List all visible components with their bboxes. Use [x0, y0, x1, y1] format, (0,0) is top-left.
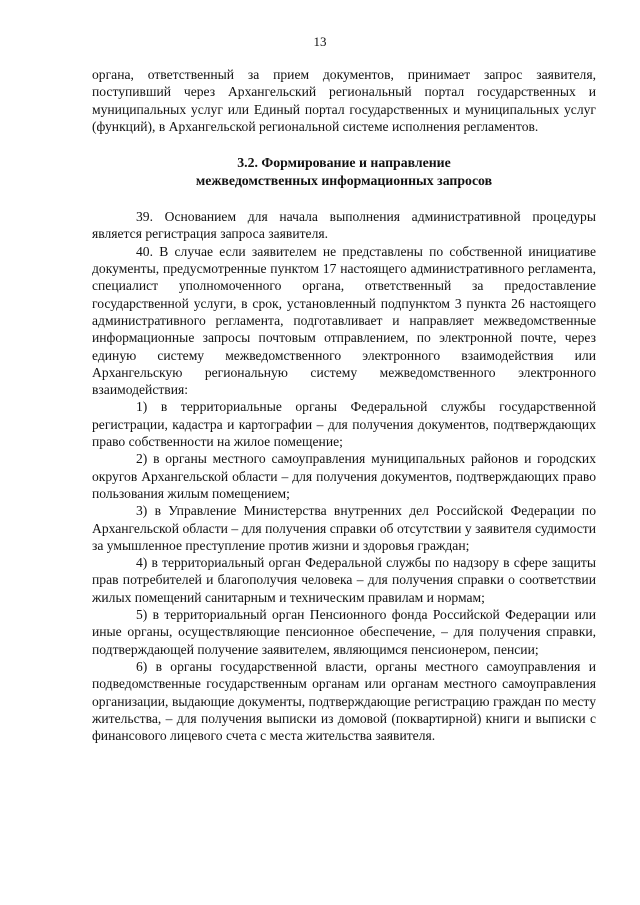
page-number: 13: [313, 34, 327, 49]
list-item-1: 1) в территориальные органы Федеральной службы государственной регистрации, кадастра и картографии – для получения документов, подтверждающих право собственности на жилое помещение;: [92, 399, 596, 450]
list-item-3: 3) в Управление Министерства внутренних дел Российской Федерации по Архангельской области – для получения справки об отсутствии у заявителя судимости за умышленное преступление против жизни и здоровья граждан;: [92, 503, 596, 553]
list-item-6: 6) в органы государственной власти, органы местного самоуправления и подведомственные государственным органам или органам местного самоуправления организации, выдающие документы, подтверждающие регистрацию граждан по месту жительства, – для получения выписки из домовой (поквартирной) книги и выписки с финансового лицевого счета с места жительства заявителя.: [92, 658, 596, 744]
list-item-5: 5) в территориальный орган Пенсионного фонда Российской Федерации или иные органы, осуществляющие пенсионное обеспечение, – для получения справки, подтверждающей получение заявителем, являющимся пенсионером, пенсии;: [92, 607, 596, 657]
document-body: [92, 66, 596, 744]
paragraph-39: 39. Основанием для начала выполнения административной процедуры является регистрация запроса заявителя.: [92, 209, 596, 242]
paragraph-40: 40. В случае если заявителем не представлены по собственной инициативе документы, предусмотренные пунктом 17 настоящего административного регламента, специалист уполномоченного органа, ответственный за предоставление государственной услуги, в срок, установленный подпунктом 3 пункта 26 настоящего административного регламента, подготавливает и направляет межведомственные информационные запросы почтовым отправлением, по электронной почте, через единую систему межведомственного электронного взаимодействия или Архангельскую региональную систему межведомственного электронного взаимодействия:: [92, 243, 596, 398]
list-item-4: 4) в территориальный орган Федеральной службы по надзору в сфере защиты прав потребителей и благополучия человека – для получения справки о соответствии жилых помещений санитарным и техническим правилам и нормам;: [92, 555, 596, 605]
continuation-paragraph: органа, ответственный за прием документов, принимает запрос заявителя, поступивший через Архангельский региональный портал государственных и муниципальных услуг или Единый портал государственных и муниципальных услуг (функций), в Архангельской региональной системе исполнения регламентов.: [92, 67, 596, 134]
section-heading: [92, 154, 596, 189]
section-heading-line-1: 3.2. Формирование и направление: [237, 155, 451, 171]
list-item-2: 2) в органы местного самоуправления муниципальных районов и городских округов Архангельской области – для получения документов, подтверждающих право пользования жилым помещением;: [92, 451, 596, 501]
section-heading-line-2: межведомственных информационных запросов: [195, 172, 493, 188]
